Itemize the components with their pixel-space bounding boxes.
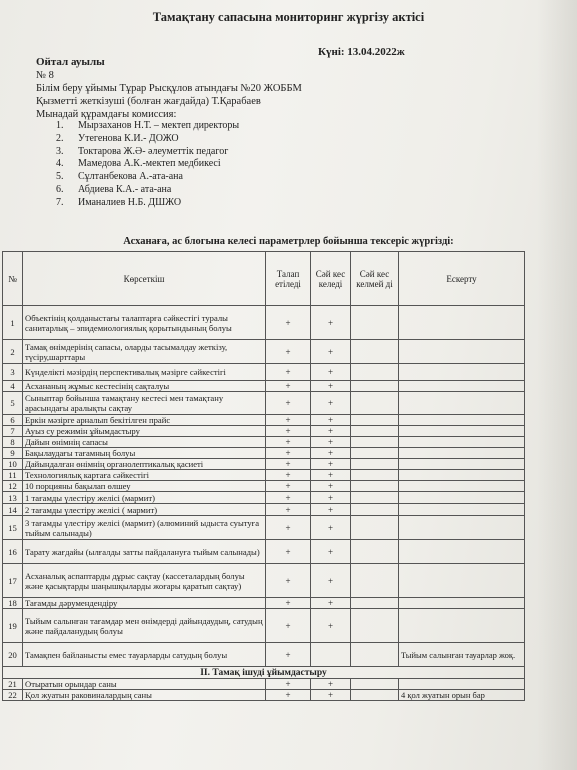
row-compliant-mark: +	[311, 598, 351, 609]
row-indicator: Дайын өнімнің сапасы	[23, 437, 266, 448]
row-note	[399, 504, 525, 516]
village-name: Ойтал ауылы	[36, 56, 105, 68]
commission-member	[56, 146, 239, 159]
row-required-mark: +	[266, 392, 311, 415]
supplier-line: Қызметті жеткізуші (болған жағдайда) Т.Қарабаев	[36, 96, 261, 107]
row-indicator: 2 тағамды үлестіру желісі ( мармит)	[23, 504, 266, 516]
row-indicator: Тамақ өнімдерінің сапасы, оларды тасымалдау жеткізу, түсіру,шарттары	[23, 340, 266, 364]
row-indicator: Асханалық аспаптарды дұрыс сақтау (кассеталардың болуы және қасықтарды шаңышқыларды жоғары қаратып сақтау)	[23, 564, 266, 598]
row-number: 10	[3, 459, 23, 470]
row-indicator: Еркін мәзірге арналып бекітілген прайс	[23, 415, 266, 426]
commission-member-number: 7.	[56, 196, 64, 208]
section-row	[3, 667, 525, 679]
row-noncompliant-mark	[351, 306, 399, 340]
row-note	[399, 564, 525, 598]
table-row	[3, 392, 525, 415]
table-row	[3, 564, 525, 598]
row-required-mark: +	[266, 306, 311, 340]
commission-member-number: 5.	[56, 171, 64, 183]
row-required-mark: +	[266, 643, 311, 667]
row-required-mark: +	[266, 564, 311, 598]
row-compliant-mark: +	[311, 609, 351, 643]
table-row	[3, 470, 525, 481]
row-number: 3	[3, 364, 23, 381]
row-required-mark: +	[266, 690, 311, 701]
commission-member-number: 3.	[56, 145, 64, 157]
row-noncompliant-mark	[351, 564, 399, 598]
table-row	[3, 481, 525, 492]
row-required-mark: +	[266, 609, 311, 643]
row-required-mark: +	[266, 340, 311, 364]
row-noncompliant-mark	[351, 364, 399, 381]
row-indicator: Тамақпен байланысты емес тауарларды сатудың болуы	[23, 643, 266, 667]
commission-label: Мынадай құрамдағы комиссия:	[36, 109, 177, 120]
row-required-mark: +	[266, 470, 311, 481]
row-number: 4	[3, 381, 23, 392]
row-compliant-mark: +	[311, 690, 351, 701]
row-number: 16	[3, 540, 23, 564]
row-indicator: Сыныптар бойынша тамақтану кестесі мен тамақтану арасындағы аралықты сақтау	[23, 392, 266, 415]
commission-member-number: 6.	[56, 183, 64, 195]
row-required-mark: +	[266, 459, 311, 470]
row-number: 20	[3, 643, 23, 667]
row-number: 19	[3, 609, 23, 643]
row-noncompliant-mark	[351, 679, 399, 690]
table-row	[3, 364, 525, 381]
commission-member	[56, 158, 239, 171]
commission-member	[56, 197, 239, 210]
row-required-mark: +	[266, 437, 311, 448]
table-row	[3, 492, 525, 504]
table-row	[3, 306, 525, 340]
row-required-mark: +	[266, 540, 311, 564]
row-note	[399, 481, 525, 492]
row-number: 17	[3, 564, 23, 598]
row-required-mark: +	[266, 504, 311, 516]
inspection-table	[2, 251, 525, 701]
header-required: Талап етіледі	[266, 252, 311, 306]
row-compliant-mark: +	[311, 481, 351, 492]
table-row	[3, 415, 525, 426]
row-indicator: Тағамды дәрумендендіру	[23, 598, 266, 609]
row-compliant-mark	[311, 643, 351, 667]
row-number: 21	[3, 679, 23, 690]
table-row	[3, 690, 525, 701]
header-noncompliant: Сәй кес келмей ді	[351, 252, 399, 306]
table-row	[3, 609, 525, 643]
row-indicator: Технологиялық картаға сәйкестігі	[23, 470, 266, 481]
row-compliant-mark: +	[311, 504, 351, 516]
table-row	[3, 643, 525, 667]
row-compliant-mark: +	[311, 392, 351, 415]
row-required-mark: +	[266, 448, 311, 459]
table-body-section-1	[3, 306, 525, 667]
row-indicator: Отыратын орындар саны	[23, 679, 266, 690]
commission-member-name: Абдиева К.А.- ата-ана	[78, 183, 172, 195]
row-compliant-mark: +	[311, 426, 351, 437]
row-noncompliant-mark	[351, 609, 399, 643]
row-number: 12	[3, 481, 23, 492]
row-indicator: Ауыз су режимін ұйымдастыру	[23, 426, 266, 437]
section-2-title: II. Тамақ ішуді ұйымдастыру	[3, 667, 525, 679]
row-indicator: Объектінің қолданыстағы талаптарға сәйкестігі туралы санитарлық – эпидемиологиялық қорытындының болуы	[23, 306, 266, 340]
document-date: Күні: 13.04.2022ж	[318, 46, 405, 58]
row-noncompliant-mark	[351, 492, 399, 504]
row-note	[399, 540, 525, 564]
row-noncompliant-mark	[351, 340, 399, 364]
header-indicator: Көрсеткіш	[23, 252, 266, 306]
row-compliant-mark: +	[311, 459, 351, 470]
row-note	[399, 306, 525, 340]
table-row	[3, 516, 525, 540]
table-row	[3, 448, 525, 459]
row-required-mark: +	[266, 679, 311, 690]
header-note: Ескерту	[399, 252, 525, 306]
row-note: Тыйым салынған тауарлар жоқ.	[399, 643, 525, 667]
row-compliant-mark: +	[311, 306, 351, 340]
row-required-mark: +	[266, 598, 311, 609]
row-note: 4 қол жуатын орын бар	[399, 690, 525, 701]
row-noncompliant-mark	[351, 392, 399, 415]
row-compliant-mark: +	[311, 679, 351, 690]
row-noncompliant-mark	[351, 437, 399, 448]
row-compliant-mark: +	[311, 540, 351, 564]
row-noncompliant-mark	[351, 540, 399, 564]
row-indicator: Дайындалған өнімнің органолептикалық қасиеті	[23, 459, 266, 470]
row-compliant-mark: +	[311, 448, 351, 459]
row-number: 18	[3, 598, 23, 609]
row-note	[399, 448, 525, 459]
document-title: Тамақтану сапасына мониторинг жүргізу актісі	[152, 10, 425, 24]
page-shadow	[537, 0, 577, 770]
row-number: 5	[3, 392, 23, 415]
row-required-mark: +	[266, 516, 311, 540]
row-compliant-mark: +	[311, 381, 351, 392]
row-note	[399, 679, 525, 690]
row-note	[399, 381, 525, 392]
row-required-mark: +	[266, 381, 311, 392]
row-indicator: 1 тағамды үлестіру желісі (мармит)	[23, 492, 266, 504]
table-row	[3, 437, 525, 448]
commission-member-number: 2.	[56, 132, 64, 144]
commission-member	[56, 120, 239, 133]
row-indicator: Тыйым салынған тағамдар мен өнімдерді дайындаудың, сатудың және пайдаланудың болуы	[23, 609, 266, 643]
table-row	[3, 598, 525, 609]
row-indicator: 3 тағамды үлестіру желісі (мармит) (алюминий ыдыста суытуға тыйым салынады)	[23, 516, 266, 540]
row-required-mark: +	[266, 415, 311, 426]
commission-member-name: Мырзаханов Н.Т. – мектеп директоры	[78, 120, 240, 131]
row-indicator: Қол жуатын раковиналардың саны	[23, 690, 266, 701]
row-noncompliant-mark	[351, 448, 399, 459]
row-note	[399, 470, 525, 481]
row-note	[399, 459, 525, 470]
row-number: 9	[3, 448, 23, 459]
table-header-row	[3, 252, 525, 306]
row-number: 14	[3, 504, 23, 516]
row-indicator: Күнделікті мәзірдің перспективалық мәзірге сәйкестігі	[23, 364, 266, 381]
table-row	[3, 340, 525, 364]
row-noncompliant-mark	[351, 516, 399, 540]
table-row	[3, 459, 525, 470]
row-compliant-mark: +	[311, 470, 351, 481]
header-number: №	[3, 252, 23, 306]
row-number: 1	[3, 306, 23, 340]
inspection-subtitle: Асханаға, ас блогына келесі параметрлер бойынша тексеріс жүргізді:	[123, 236, 454, 247]
row-noncompliant-mark	[351, 426, 399, 437]
row-compliant-mark: +	[311, 364, 351, 381]
row-note	[399, 437, 525, 448]
row-noncompliant-mark	[351, 481, 399, 492]
header-compliant: Сәй кес келеді	[311, 252, 351, 306]
row-note	[399, 598, 525, 609]
row-required-mark: +	[266, 481, 311, 492]
table-section-2-heading	[3, 667, 525, 679]
document-number: № 8	[36, 70, 54, 81]
row-noncompliant-mark	[351, 690, 399, 701]
row-number: 2	[3, 340, 23, 364]
table-row	[3, 504, 525, 516]
table-row	[3, 381, 525, 392]
row-compliant-mark: +	[311, 492, 351, 504]
row-indicator: Бақылаудағы тағамның болуы	[23, 448, 266, 459]
row-note	[399, 415, 525, 426]
commission-member	[56, 133, 239, 146]
row-noncompliant-mark	[351, 470, 399, 481]
commission-member	[56, 171, 239, 184]
row-number: 7	[3, 426, 23, 437]
row-compliant-mark: +	[311, 564, 351, 598]
row-number: 8	[3, 437, 23, 448]
row-compliant-mark: +	[311, 437, 351, 448]
commission-member-name: Токтарова Ж.Ә- әлеуметтік педагог	[78, 145, 229, 157]
commission-member-name: Сұлтанбекова А.-ата-ана	[78, 171, 183, 183]
commission-member-name: Мамедова А.К.-мектеп медбикесі	[78, 158, 221, 170]
row-compliant-mark: +	[311, 340, 351, 364]
commission-member-name: Утегенова К.И.- ДОЖО	[78, 132, 179, 144]
row-number: 15	[3, 516, 23, 540]
row-noncompliant-mark	[351, 643, 399, 667]
commission-member-name: Иманалиев Н.Б. ДШЖО	[78, 196, 182, 208]
row-note	[399, 364, 525, 381]
table-row	[3, 679, 525, 690]
row-noncompliant-mark	[351, 415, 399, 426]
row-indicator: Тарату жағдайы (ылғалды затты пайдалануға тыйым салынады)	[23, 540, 266, 564]
row-compliant-mark: +	[311, 516, 351, 540]
commission-member-number: 1.	[56, 120, 64, 131]
table-body-section-2	[3, 679, 525, 701]
commission-list	[56, 120, 239, 210]
row-note	[399, 392, 525, 415]
row-number: 22	[3, 690, 23, 701]
table-row	[3, 426, 525, 437]
commission-member	[56, 184, 239, 197]
row-required-mark: +	[266, 364, 311, 381]
row-number: 11	[3, 470, 23, 481]
row-number: 6	[3, 415, 23, 426]
row-indicator: 10 порцияны бақылап өлшеу	[23, 481, 266, 492]
row-required-mark: +	[266, 492, 311, 504]
row-note	[399, 340, 525, 364]
row-indicator: Асхананың жұмыс кестесінің сақталуы	[23, 381, 266, 392]
school-name: Білім беру ұйымы Тұрар Рысқұлов атындағы №20 ЖОББМ	[36, 83, 302, 94]
row-required-mark: +	[266, 426, 311, 437]
row-note	[399, 426, 525, 437]
commission-member-number: 4.	[56, 158, 64, 170]
row-note	[399, 516, 525, 540]
table-row	[3, 540, 525, 564]
row-note	[399, 492, 525, 504]
row-compliant-mark: +	[311, 415, 351, 426]
row-noncompliant-mark	[351, 381, 399, 392]
row-note	[399, 609, 525, 643]
row-noncompliant-mark	[351, 598, 399, 609]
row-noncompliant-mark	[351, 504, 399, 516]
row-noncompliant-mark	[351, 459, 399, 470]
row-number: 13	[3, 492, 23, 504]
